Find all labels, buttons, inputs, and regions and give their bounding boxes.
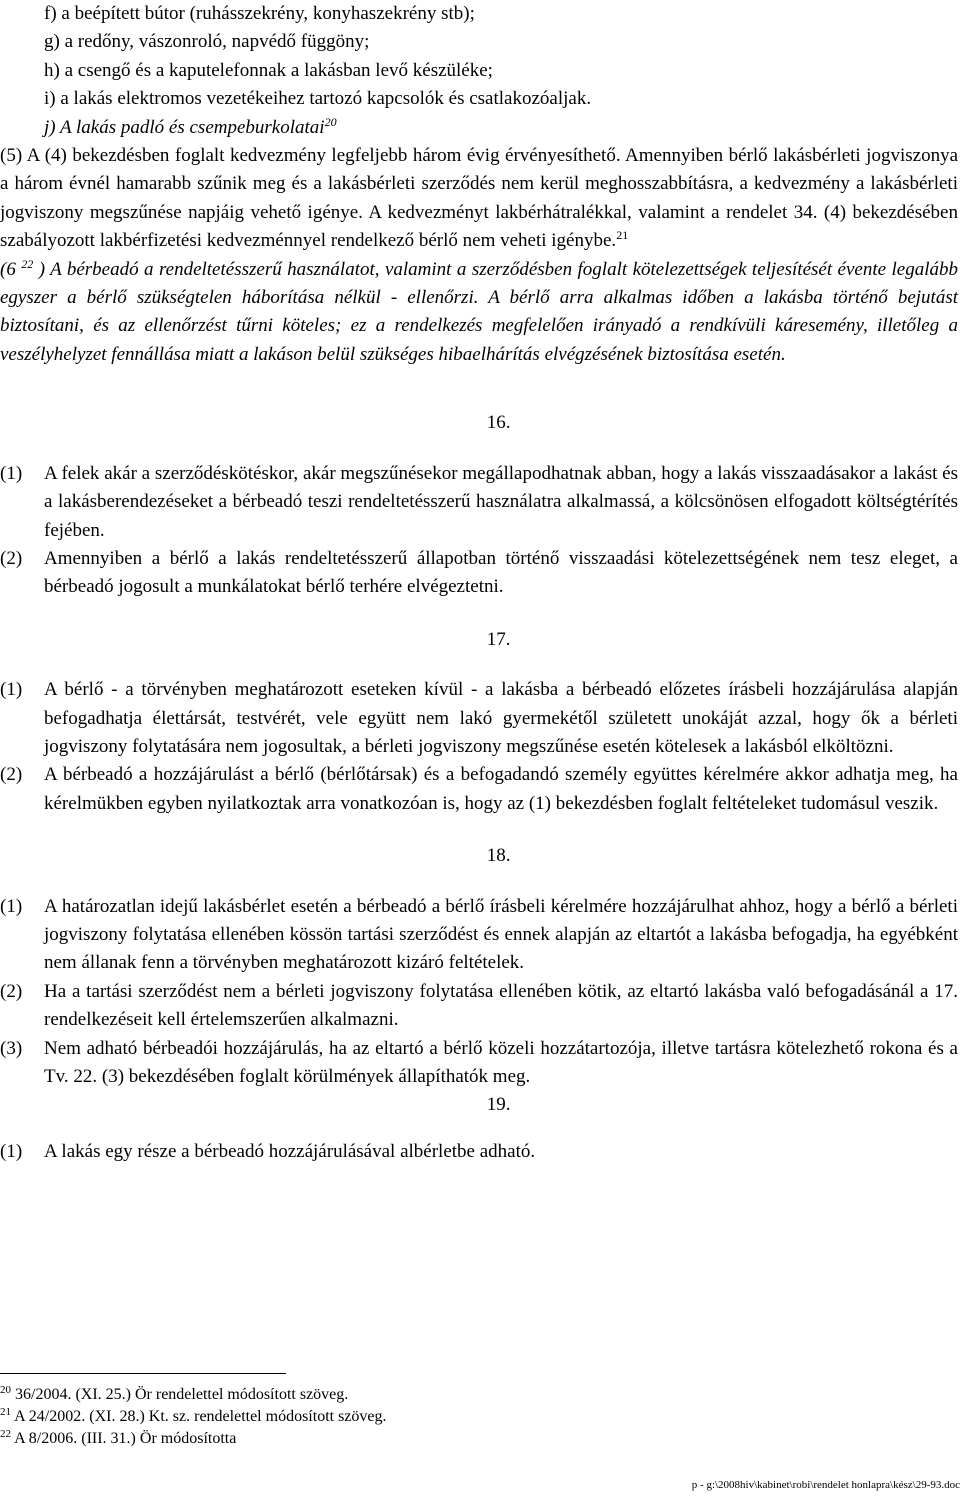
- section-16: [0, 409, 958, 601]
- section-title: 16.: [486, 412, 511, 434]
- paragraph-number: (1): [0, 895, 23, 917]
- paragraph-number: (1): [0, 1140, 23, 1162]
- paragraph-text: A bérbeadó a rendeltetésszerű használatot, valamint a szerződésben foglalt kötelezettségek teljesítését évente legalább egyszer a bérlő szükségtelen háborítása nélkül - ellenőrzi. A bérlő arra alkalmas időben a lakásba történő bejutást biztosítani, és az ellenőrzést tűrni köteles; ez a rendelkezés megfelelően irányadó a rendkívüli káresemény, illetőleg a veszélyhelyzet fennállása miatt a lakáson belül szükséges hibaelhárítás elvégzésének biztosítása esetén.: [0, 258, 958, 365]
- section-sign: [511, 629, 516, 650]
- section-18: [0, 842, 958, 1091]
- paragraph: [0, 676, 958, 761]
- paragraph-text: Nem adható bérbeadói hozzájárulás, ha az eltartó a bérlő közeli hozzátartozója, illetve tartásra kötelezhető rokona és a Tv. 22. (3) bekezdésében foglalt körülmények állapíthatók meg.: [44, 1037, 958, 1087]
- paragraph: [0, 978, 958, 1035]
- paragraph-number: (2): [0, 764, 23, 786]
- paragraph: [0, 1035, 958, 1092]
- paragraph-number: (1): [0, 679, 23, 701]
- paragraph-number: (1): [0, 462, 23, 484]
- list-item: g) a redőny, vászonroló, napvédő függöny;: [44, 31, 370, 53]
- paragraph-number: (5): [0, 145, 23, 167]
- list-item: h) a csengő és a kaputelefonnak a lakásban levő készüléke;: [44, 59, 493, 81]
- footnote: $^{21}$ A 24/2002. (XI. 28.) Kt. sz. rendelettel módosított szöveg.: [0, 1406, 387, 1425]
- paragraph-number: (3): [0, 1037, 23, 1059]
- paragraph: [0, 545, 958, 602]
- paragraph: [0, 460, 958, 545]
- paragraph-text: A határozatlan idejű lakásbérlet esetén a bérbeadó a bérlő írásbeli kérelmére hozzájárulhat ahhoz, hogy a bérlő a bérleti jogviszony folytatása ellenében kössön tartási szerződést és ennek alapján az eltartót a lakásba befogadja, ha egyébként nem állanak fenn a törvényben meghatározott kizáró feltételek.: [44, 895, 958, 974]
- paragraph-text-cont: Amennyiben bérlő lakásbérleti jogviszonya a három évnél hamarabb szűnik meg és a lakásbérleti szerződés nem kerül meghosszabbításra, a kedvezmény a lakásbérleti jogviszony megszűnése napjáig vehető igénye. A kedvezményt lakbérhátralékkal, valamint a rendelet 34. (4) bekezdésében szabályozott lakbérfizetési kedvezménnyel rendelkező bérlő nem veheti igénybe.: [0, 145, 958, 252]
- footnote-separator: [0, 1373, 286, 1374]
- section-sign: [511, 1094, 516, 1115]
- paragraph-6: (6 $^{22}$ ) A bérbeadó a rendeltetésszerű használatot, valamint a szerződésben foglalt kötelezettségek teljesítését évente legalább egyszer a bérlő szükségtelen háborítása nélkül - ellenőrzi. A bérlő arra alkalmas időben a lakásba történő bejutást biztosítani, és az ellenőrzést tűrni köteles; ez a rendelkezés megfelelően irányadó a rendkívüli káresemény, illetőleg a veszélyhelyzet fennállása miatt a lakáson belül szükséges hibaelhárítás elvégzésének biztosítása esetén.: [0, 256, 958, 365]
- paragraph-text: A felek akár a szerződéskötéskor, akár megszűnésekor megállapodhatnak abban, hogy a lakás visszaadásakor a lakást és a lakásberendezéseket a bérbeadó teszi rendeltetésszerű használatra alkalmassá, a kölcsönösen elfogadott költségtérítés fejében.: [44, 462, 958, 541]
- list-items-f-i: [44, 0, 958, 142]
- paragraph: [0, 1138, 958, 1166]
- section-sign: [511, 845, 516, 866]
- section-sign: [511, 412, 516, 433]
- section-title: 19.: [486, 1094, 511, 1116]
- paragraph-text: Ha a tartási szerződést nem a bérleti jogviszony folytatása ellenében kötik, az eltartó lakásba való befogadásánál a 17. rendelkezéseit kell értelemszerűen alkalmazni.: [44, 980, 958, 1031]
- paragraph-text: Amennyiben a bérlő a lakás rendeltetésszerű állapotban történő visszaadási kötelezettségének nem tesz eleget, a bérbeadó jogosult a munkálatokat bérlő terhére elvégeztetni.: [44, 547, 958, 598]
- paragraph-text: A lakás egy része a bérbeadó hozzájárulásával albérletbe adható.: [44, 1140, 536, 1162]
- section-19: [0, 1091, 958, 1166]
- paragraph-text: A bérlő - a törvényben meghatározott eseteken kívül - a lakásba a bérbeadó előzetes írásbeli hozzájárulása alapján befogadhatja élettársát, testvérét, vele együtt nem lakó gyermekétől született unokáját azzal, hogy ők a bérleti jogviszony folytatására nem jogosultak, a bérleti jogviszony megszűnése esetén kötelesek a lakásból elköltözni.: [44, 679, 958, 757]
- footer-file-path: p - g:\2008hiv\kabinet\robi\rendelet honlapra\kész\29-93.doc: [691, 1479, 960, 1491]
- paragraph-5: [0, 142, 958, 256]
- footnotes: [0, 1384, 387, 1450]
- list-item: i) a lakás elektromos vezetékeihez tartozó kapcsolók és csatlakozóaljak.: [44, 88, 592, 110]
- list-item-j: j) A lakás padló és csempeburkolatai$^{20}$: [44, 114, 337, 138]
- paragraph-number: (2): [0, 547, 23, 569]
- footnote-ref: 20: [324, 114, 337, 129]
- paragraph-text: A (4) bekezdésben foglalt kedvezmény legfeljebb három évig érvényesíthető.: [26, 145, 621, 167]
- paragraph-text: A bérbeadó a hozzájárulást a bérlő (bérlőtársak) és a befogadandó személy együttes kérelmére akkor adhatja meg, ha kérelmükben egyben nyilatkoztak arra vonatkozóan is, hogy az (1) bekezdésben foglalt feltételeket tudomásul veszik.: [44, 764, 958, 814]
- section-17: [0, 626, 958, 818]
- footnote-ref: 22: [21, 256, 34, 271]
- footnote-ref: 21: [616, 228, 629, 243]
- section-title: 17.: [486, 628, 511, 650]
- paragraph: [0, 893, 958, 978]
- paragraph: [0, 761, 958, 818]
- footnote: $^{20}$ 36/2004. (XI. 25.) Ör rendelettel módosított szöveg.: [0, 1384, 349, 1403]
- list-item: f) a beépített bútor (ruhásszekrény, konyhaszekrény stb);: [44, 3, 475, 24]
- paragraph-number: (2): [0, 980, 23, 1002]
- section-title: 18.: [486, 845, 511, 867]
- footnote: $^{22}$ A 8/2006. (III. 31.) Ör módosította: [0, 1428, 237, 1447]
